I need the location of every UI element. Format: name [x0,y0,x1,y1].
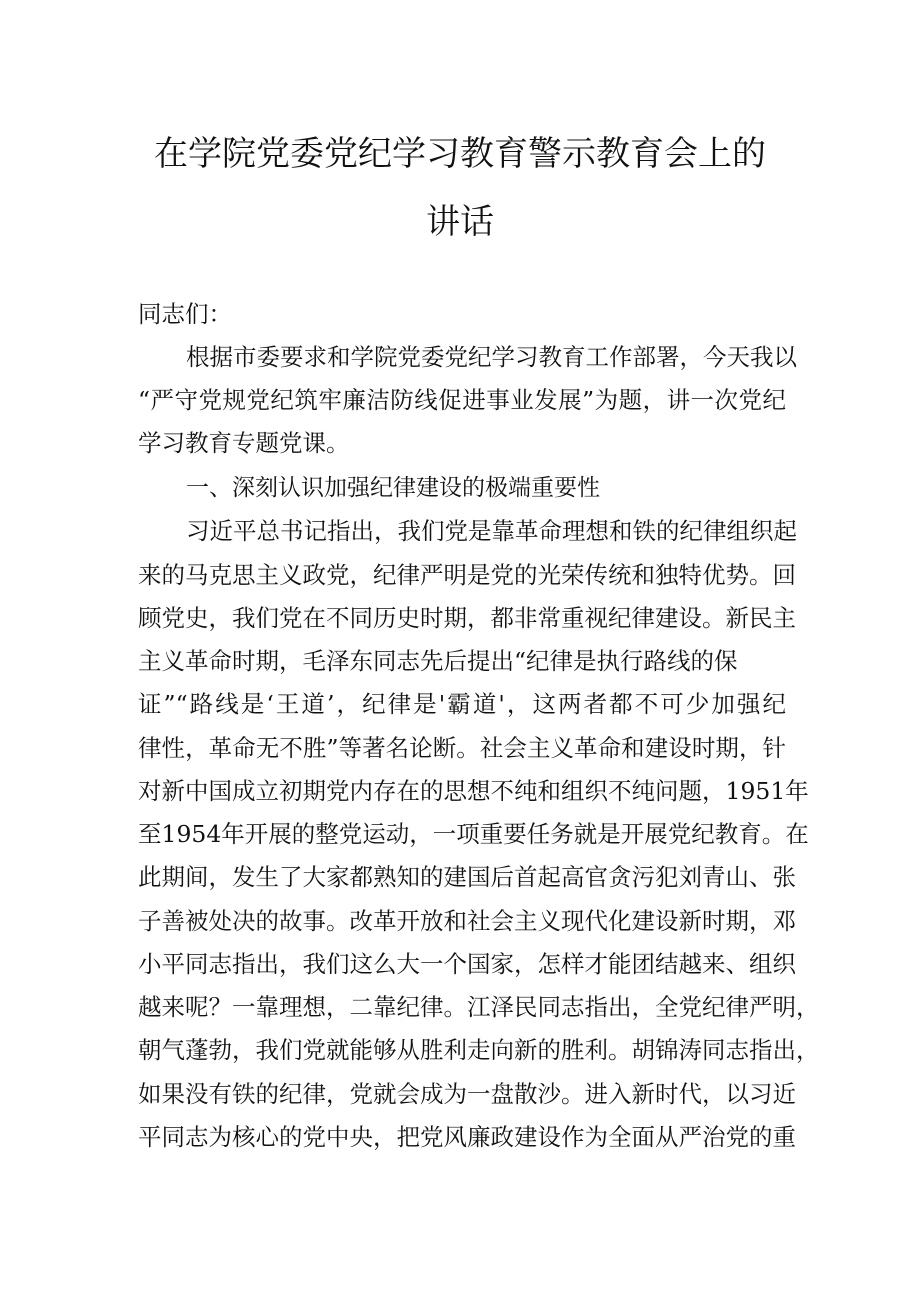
salutation: 同志们： [138,300,232,328]
paragraph-2-line-5: 证”“路线是‘王道’，纪律是'霸道'，这两者都不可少加强纪 [138,690,786,718]
paragraph-2-line-13: 朝气蓬勃，我们党就能够从胜利走向新的胜利。胡锦涛同志指出， [138,1036,820,1064]
paragraph-1-line-1: 根据市委要求和学院党委党纪学习教育工作部署，今天我以 [186,343,797,371]
paragraph-2-line-6: 律性，革命无不胜”等著名论断。社会主义革命和建设时期，针 [138,734,786,762]
paragraph-1-line-3: 学习教育专题党课。 [138,429,350,457]
paragraph-2-line-14: 如果没有铁的纪律，党就会成为一盘散沙。进入新时代，以习近 [138,1080,796,1108]
paragraph-2-line-9: 此期间，发生了大家都熟知的建国后首起高官贪污犯刘青山、张 [138,863,796,891]
section-heading-1: 一、深刻认识加强纪律建设的极端重要性 [186,475,600,501]
paragraph-2-line-15: 平同志为核心的党中央，把党风廉政建设作为全面从严治党的重 [138,1123,796,1151]
paragraph-2-line-12: 越来呢？一靠理想，二靠纪律。江泽民同志指出，全党纪律严明， [138,993,820,1021]
paragraph-2-line-11: 小平同志指出，我们这么大一个国家，怎样才能团结越来、组织 [138,950,796,978]
paragraph-2-line-10: 子善被处决的故事。改革开放和社会主义现代化建设新时期，邓 [138,907,796,935]
paragraph-2-line-4: 主义革命时期，毛泽东同志先后提出“纪律是执行路线的保 [138,647,738,675]
paragraph-2-line-7: 对新中国成立初期党内存在的思想不纯和组织不纯问题，1951年 [138,777,809,805]
paragraph-1-line-2: “严守党规党纪筑牢廉洁防线促进事业发展”为题，讲一次党纪 [138,386,786,414]
document-title-line-1: 在学院党委党纪学习教育警示教育会上的 [154,134,766,174]
paragraph-2-line-2: 来的马克思主义政党，纪律严明是党的光荣传统和独特优势。回 [138,561,796,589]
paragraph-2-line-1: 习近平总书记指出，我们党是靠革命理想和铁的纪律组织起 [186,517,797,545]
paragraph-2-line-8: 至1954年开展的整党运动，一项重要任务就是开展党纪教育。在 [138,820,809,848]
document-title-line-2: 讲话 [426,202,494,242]
paragraph-2-line-3: 顾党史，我们党在不同历史时期，都非常重视纪律建设。新民主 [138,604,796,632]
